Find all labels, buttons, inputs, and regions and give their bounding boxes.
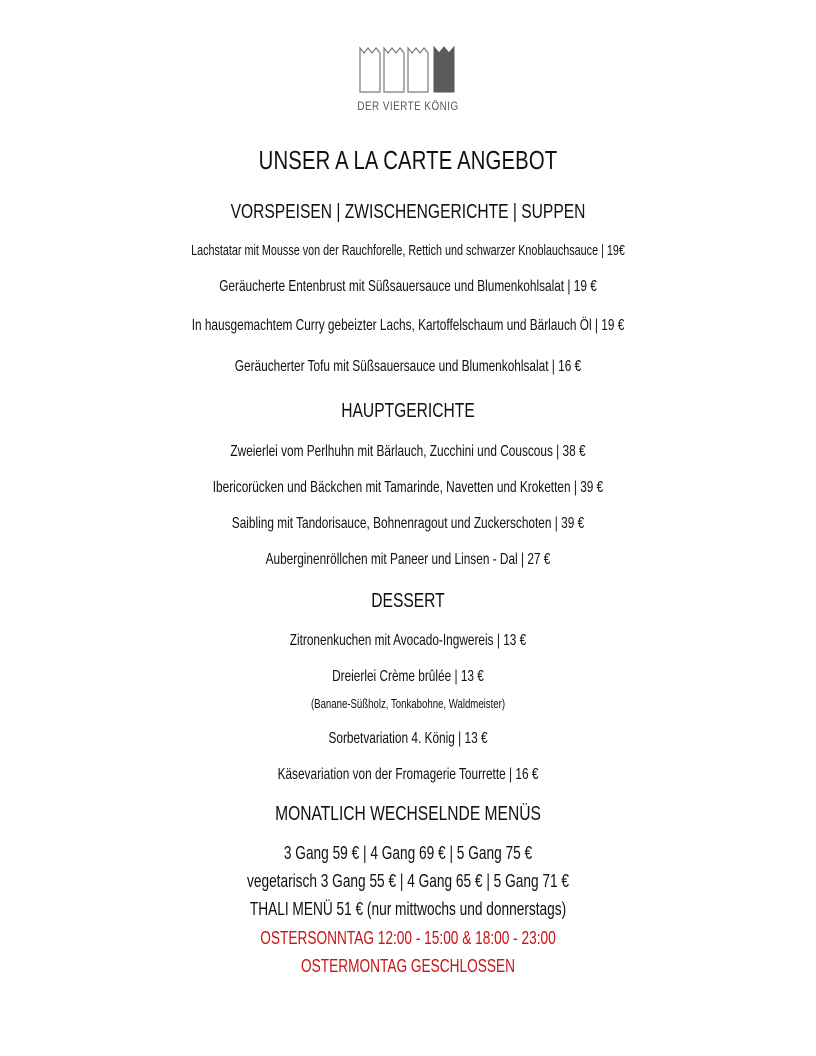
menu-price-line: vegetarisch 3 Gang 55 € | 4 Gang 65 € | 5 Gang 71 € (247, 871, 569, 891)
menu-item: Saibling mit Tandorisauce, Bohnenragout und Zuckerschoten | 39 € (231, 515, 585, 532)
four-crowns-icon (356, 44, 460, 98)
section-heading-starters: VORSPEISEN | ZWISCHENGERICHTE | SUPPEN (230, 201, 586, 223)
section-heading-dessert: DESSERT (371, 590, 445, 612)
section-heading-mains: HAUPTGERICHTE (341, 400, 475, 422)
menu-item-note: (Banane-Süßholz, Tonkabohne, Waldmeister) (310, 696, 506, 711)
menu-item: Ibericorücken und Bäckchen mit Tamarinde, Navetten und Kroketten | 39 € (212, 479, 604, 496)
menu-item: Sorbetvariation 4. König | 13 € (328, 730, 488, 747)
menu-item: Zweierlei vom Perlhuhn mit Bärlauch, Zucchini und Couscous | 38 € (230, 443, 586, 460)
page-title: UNSER A LA CARTE ANGEBOT (258, 145, 558, 175)
easter-sunday-notice: OSTERSONNTAG 12:00 - 15:00 & 18:00 - 23:00 (260, 928, 556, 948)
menu-item: Geräucherter Tofu mit Süßsauersauce und Blumenkohlsalat | 16 € (234, 358, 582, 375)
menu-item: Käsevariation von der Fromagerie Tourrette | 16 € (277, 766, 539, 783)
menu-item: Dreierlei Crème brûlée | 13 € (332, 668, 484, 685)
easter-monday-notice: OSTERMONTAG GESCHLOSSEN (300, 956, 516, 976)
section-heading-menus: MONATLICH WECHSELNDE MENÜS (275, 803, 541, 825)
menu-item: In hausgemachtem Curry gebeizter Lachs, Kartoffelschaum und Bärlauch Öl | 19 € (191, 317, 625, 334)
logo-wordmark: DER VIERTE KÖNIG (357, 99, 459, 113)
menu-item: Lachstatar mit Mousse von der Rauchforelle, Rettich und schwarzer Knoblauchsauce | 19€ (191, 242, 625, 259)
menu-price-line: THALI MENÜ 51 € (nur mittwochs und donnerstags) (249, 899, 567, 919)
menu-item: Auberginenröllchen mit Paneer und Linsen - Dal | 27 € (265, 551, 551, 568)
menu-item: Geräucherte Entenbrust mit Süßsauersauce und Blumenkohlsalat | 19 € (219, 278, 597, 295)
menu-price-line: 3 Gang 59 € | 4 Gang 69 € | 5 Gang 75 € (283, 843, 533, 863)
restaurant-logo (356, 44, 460, 118)
menu-item: Zitronenkuchen mit Avocado-Ingwereis | 13 € (289, 632, 527, 649)
